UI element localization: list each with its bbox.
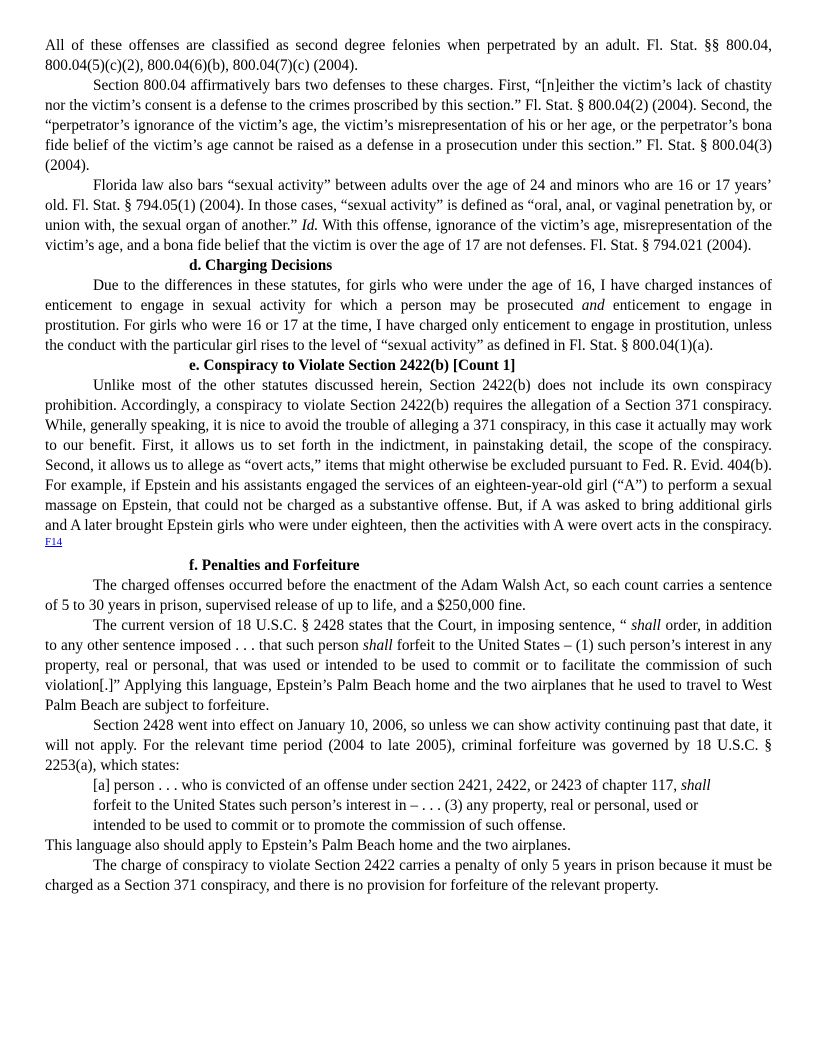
emphasis-shall: shall bbox=[680, 777, 711, 794]
heading-conspiracy: e. Conspiracy to Violate Section 2422(b) [Count 1] bbox=[189, 357, 516, 374]
document-page bbox=[45, 36, 772, 896]
text-segment: Unlike most of the other statutes discussed herein, Section 2422(b) does not include its own conspiracy prohibition. Accordingly, a conspiracy to violate Section 2422(b) requires the allegation of a Section 371 conspiracy. While, generally speaking, it is nice to avoid the trouble of alleging a 371 conspiracy, in this case it actually may work to our benefit. First, it allows us to set forth in the indictment, in painstaking detail, the scope of the conspiracy. Second, it allows us to allege as “overt acts,” items that might otherwise be excluded pursuant to Fed. R. Evid. 404(b). For example, if Epstein and his assistants engaged the services of an eighteen-year-old girl (“A”) to perform a sexual massage on Epstein, that could not be charged as a substantive offense. But, if A was asked to bring additional girls and A later brought Epstein girls who were under eighteen, then the activities with A were overt acts in the conspiracy. bbox=[45, 377, 772, 534]
id-citation: Id. bbox=[301, 217, 319, 234]
paragraph-conspiracy-penalty: The charge of conspiracy to violate Section 2422 carries a penalty of only 5 years in prison because it must be charged as a Section 371 conspiracy, and there is no provision for forfeiture of the relevant property. bbox=[45, 857, 772, 894]
emphasis-and: and bbox=[581, 297, 605, 314]
paragraph-applies-home: This language also should apply to Epstein’s Palm Beach home and the two airplanes. bbox=[45, 837, 571, 854]
paragraph-charging-decisions bbox=[45, 276, 772, 356]
heading-charging-decisions: d. Charging Decisions bbox=[189, 257, 333, 274]
emphasis-shall: shall bbox=[362, 637, 393, 654]
text-segment: With this offense, ignorance of the victim’s age, misrepresentation of the victim’s age, and a bona fide belief that the victim is over the age of 17 are not defenses. Fl. Stat. § 794.021 (2004). bbox=[45, 217, 772, 254]
text-segment: enticement to engage in prostitution. For girls who were 16 or 17 at the time, I have charged only enticement to engage in prostitution, unless the conduct with the particular girl rises to the level of “sexual activity” as defined in Fl. Stat. § 800.04(1)(a). bbox=[45, 297, 772, 354]
paragraph-section-800-defenses: Section 800.04 affirmatively bars two defenses to these charges. First, “[n]either the victim’s lack of chastity nor the victim’s consent is a defense to the crimes proscribed by this section.” Fl. Stat. § 800.04(2) (2004). Second, the “perpetrator’s ignorance of the victim’s age, the victim’s misrepresentation of his or her age, or the perpetrator’s bona fide belief of the victim’s age cannot be raised as a defense in a prosecution under this section.” Fl. Stat. § 800.04(3) (2004). bbox=[45, 77, 772, 174]
footnote-link-f14[interactable]: F14 bbox=[45, 536, 63, 548]
text-segment: forfeit to the United States – (1) such person’s interest in any property, real or personal, that was used or intended to be used to commit or to facilitate the commission of such violation[.]” Applying this language, Epstein’s Palm Beach home and the two airplanes that he used to travel to West Palm Beach are subject to forfeiture. bbox=[45, 637, 772, 714]
text-segment: [a] person . . . who is convicted of an offense under section 2421, 2422, or 2423 of chapter 117, bbox=[93, 777, 681, 794]
paragraph-effective-date: Section 2428 went into effect on January 10, 2006, so unless we can show activity continuing past that date, it will not apply. For the relevant time period (2004 to late 2005), criminal forfeiture was governed by 18 U.S.C. § 2253(a), which states: bbox=[45, 717, 772, 774]
paragraph-offense-classification: All of these offenses are classified as second degree felonies when perpetrated by an adult. Fl. Stat. §§ 800.04, 800.04(5)(c)(2), 800.04(6)(b), 800.04(7)(c) (2004). bbox=[45, 37, 772, 74]
block-quote-2253 bbox=[93, 776, 724, 836]
paragraph-penalties: The charged offenses occurred before the enactment of the Adam Walsh Act, so each count carries a sentence of 5 to 30 years in prison, supervised release of up to life, and a $250,000 fine. bbox=[45, 577, 772, 614]
heading-penalties-forfeiture: f. Penalties and Forfeiture bbox=[189, 557, 360, 574]
emphasis-shall: shall bbox=[631, 617, 661, 634]
text-segment: order, in addition to any other sentence imposed . . . that such person bbox=[45, 617, 772, 654]
paragraph-sexual-activity bbox=[45, 176, 772, 256]
paragraph-section-2428 bbox=[45, 616, 772, 716]
text-segment: The current version of 18 U.S.C. § 2428 states that the Court, in imposing sentence, “ bbox=[93, 617, 632, 634]
text-segment: Florida law also bars “sexual activity” between adults over the age of 24 and minors who are 16 or 17 years’ old. Fl. Stat. § 794.05(1) (2004). In those cases, “sexual activity” is defined as “oral, anal, or vaginal penetration by, or union with, the sexual organ of another.” bbox=[45, 177, 772, 234]
text-segment: Due to the differences in these statutes, for girls who were under the age of 16, I have charged instances of enticement to engage in sexual activity for which a person may be prosecuted bbox=[45, 277, 772, 314]
text-segment: forfeit to the United States such person’s interest in – . . . (3) any property, real or personal, used or intended to be used to commit or to promote the commission of such offense. bbox=[93, 797, 699, 834]
paragraph-conspiracy bbox=[45, 376, 772, 556]
